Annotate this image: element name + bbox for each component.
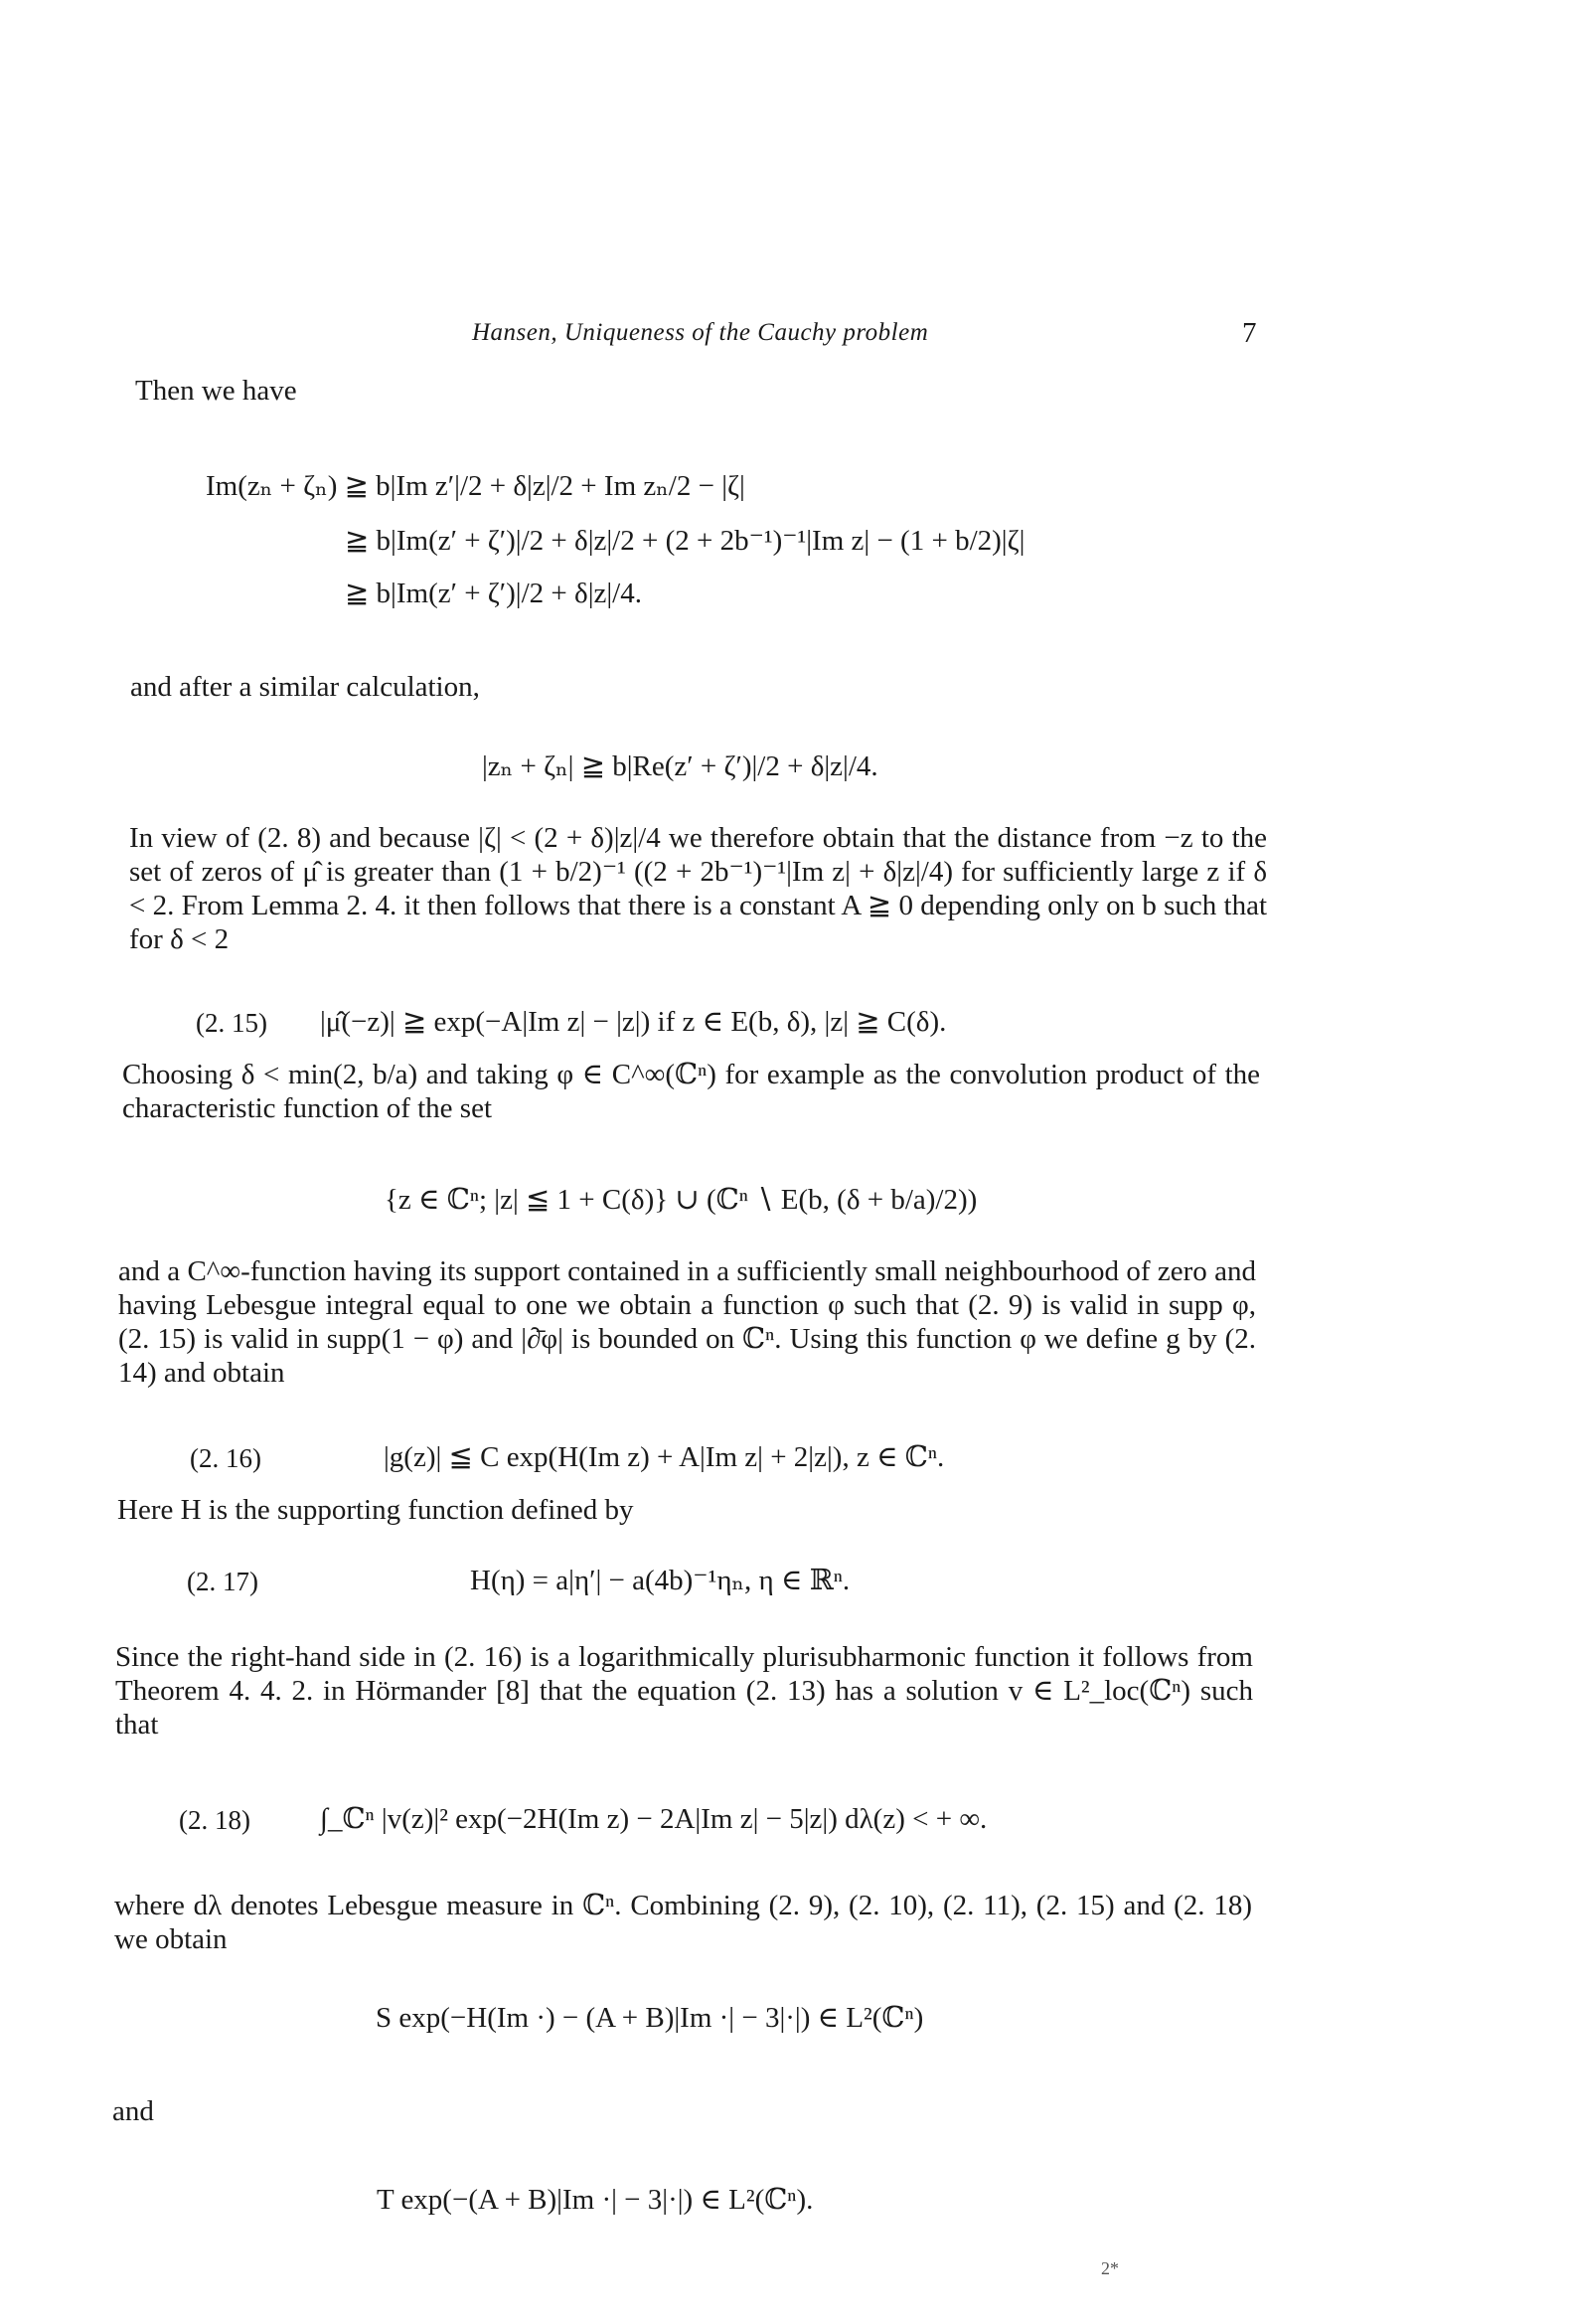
equation-label-2-15: (2. 15) — [196, 1008, 267, 1038]
equation-2-15: |μ̂(−z)| ≧ exp(−A|Im z| − |z|) if z ∈ E(b, δ), |z| ≧ C(δ). — [320, 1006, 947, 1038]
equation-label-2-16: (2. 16) — [190, 1443, 261, 1473]
paragraph-since: Since the right-hand side in (2. 16) is a logarithmically plurisubharmonic function it follows from Theorem 4. 4. 2. in Hörmander [8] that the equation (2. 13) has a solution v ∈ L²_loc(ℂⁿ) such that — [115, 1641, 1253, 1741]
paragraph-here-h: Here H is the supporting function defined by — [117, 1494, 634, 1526]
equation-t: T exp(−(A + B)|Im ·| − 3|·|) ∈ L²(ℂⁿ). — [377, 2184, 814, 2216]
equation-line-1: Im(zₙ + ζₙ) ≧ b|Im z′|/2 + δ|z|/2 + Im zₙ/2 − |ζ| — [206, 470, 745, 502]
equation-line-2: ≧ b|Im(z′ + ζ′)|/2 + δ|z|/2 + (2 + 2b⁻¹)⁻¹|Im z| − (1 + b/2)|ζ| — [345, 525, 1025, 557]
equation-set: {z ∈ ℂⁿ; |z| ≦ 1 + C(δ)} ∪ (ℂⁿ ∖ E(b, (δ + b/a)/2)) — [385, 1184, 978, 1216]
paragraph-choosing: Choosing δ < min(2, b/a) and taking φ ∈ C^∞(ℂⁿ) for example as the convolution product of the characteristic function of the set — [122, 1059, 1260, 1124]
equation-modulus: |zₙ + ζₙ| ≧ b|Re(z′ + ζ′)|/2 + δ|z|/4. — [482, 750, 878, 782]
paragraph-in-view: In view of (2. 8) and because |ζ| < (2 + δ)|z|/4 we therefore obtain that the distance from −z to the set of zeros of μ̂ is greater than (1 + b/2)⁻¹ ((2 + 2b⁻¹)⁻¹|Im z| + δ|z|/4) for sufficiently large z if δ < 2. From Lemma 2. 4. it then follows that there is a constant A ≧ 0 depending only on b such that for δ < 2 — [129, 822, 1267, 955]
equation-2-17: H(η) = a|η′| − a(4b)⁻¹ηₙ, η ∈ ℝⁿ. — [470, 1565, 851, 1596]
paragraph-then: Then we have — [135, 375, 297, 407]
page-number: 7 — [1242, 317, 1257, 349]
paragraph-and: and — [112, 2095, 154, 2127]
running-head: Hansen, Uniqueness of the Cauchy problem — [472, 319, 929, 346]
equation-label-2-17: (2. 17) — [187, 1567, 258, 1596]
equation-line-3: ≧ b|Im(z′ + ζ′)|/2 + δ|z|/4. — [345, 578, 642, 609]
equation-2-16: |g(z)| ≦ C exp(H(Im z) + A|Im z| + 2|z|), z ∈ ℂⁿ. — [384, 1441, 945, 1473]
equation-s: S exp(−H(Im ·) − (A + B)|Im ·| − 3|·|) ∈ L²(ℂⁿ) — [376, 2002, 924, 2034]
equation-label-2-18: (2. 18) — [179, 1805, 250, 1835]
equation-2-18: ∫_ℂⁿ |v(z)|² exp(−2H(Im z) − 2A|Im z| − 5|z|) dλ(z) < + ∞. — [320, 1803, 988, 1835]
paragraph-function: and a C^∞-function having its support contained in a sufficiently small neighbourhood of zero and having Lebesgue integral equal to one we obtain a function φ such that (2. 9) is valid in supp φ, (2. 15) is valid in supp(1 − φ) and |∂̄φ| is bounded on ℂⁿ. Using this function φ we define g by (2. 14) and obtain — [118, 1255, 1256, 1389]
signature-mark: 2* — [1101, 2258, 1119, 2278]
paragraph-similar: and after a similar calculation, — [130, 671, 480, 703]
paragraph-where: where dλ denotes Lebesgue measure in ℂⁿ. Combining (2. 9), (2. 10), (2. 11), (2. 15) and (2. 18) we obtain — [114, 1890, 1252, 1955]
